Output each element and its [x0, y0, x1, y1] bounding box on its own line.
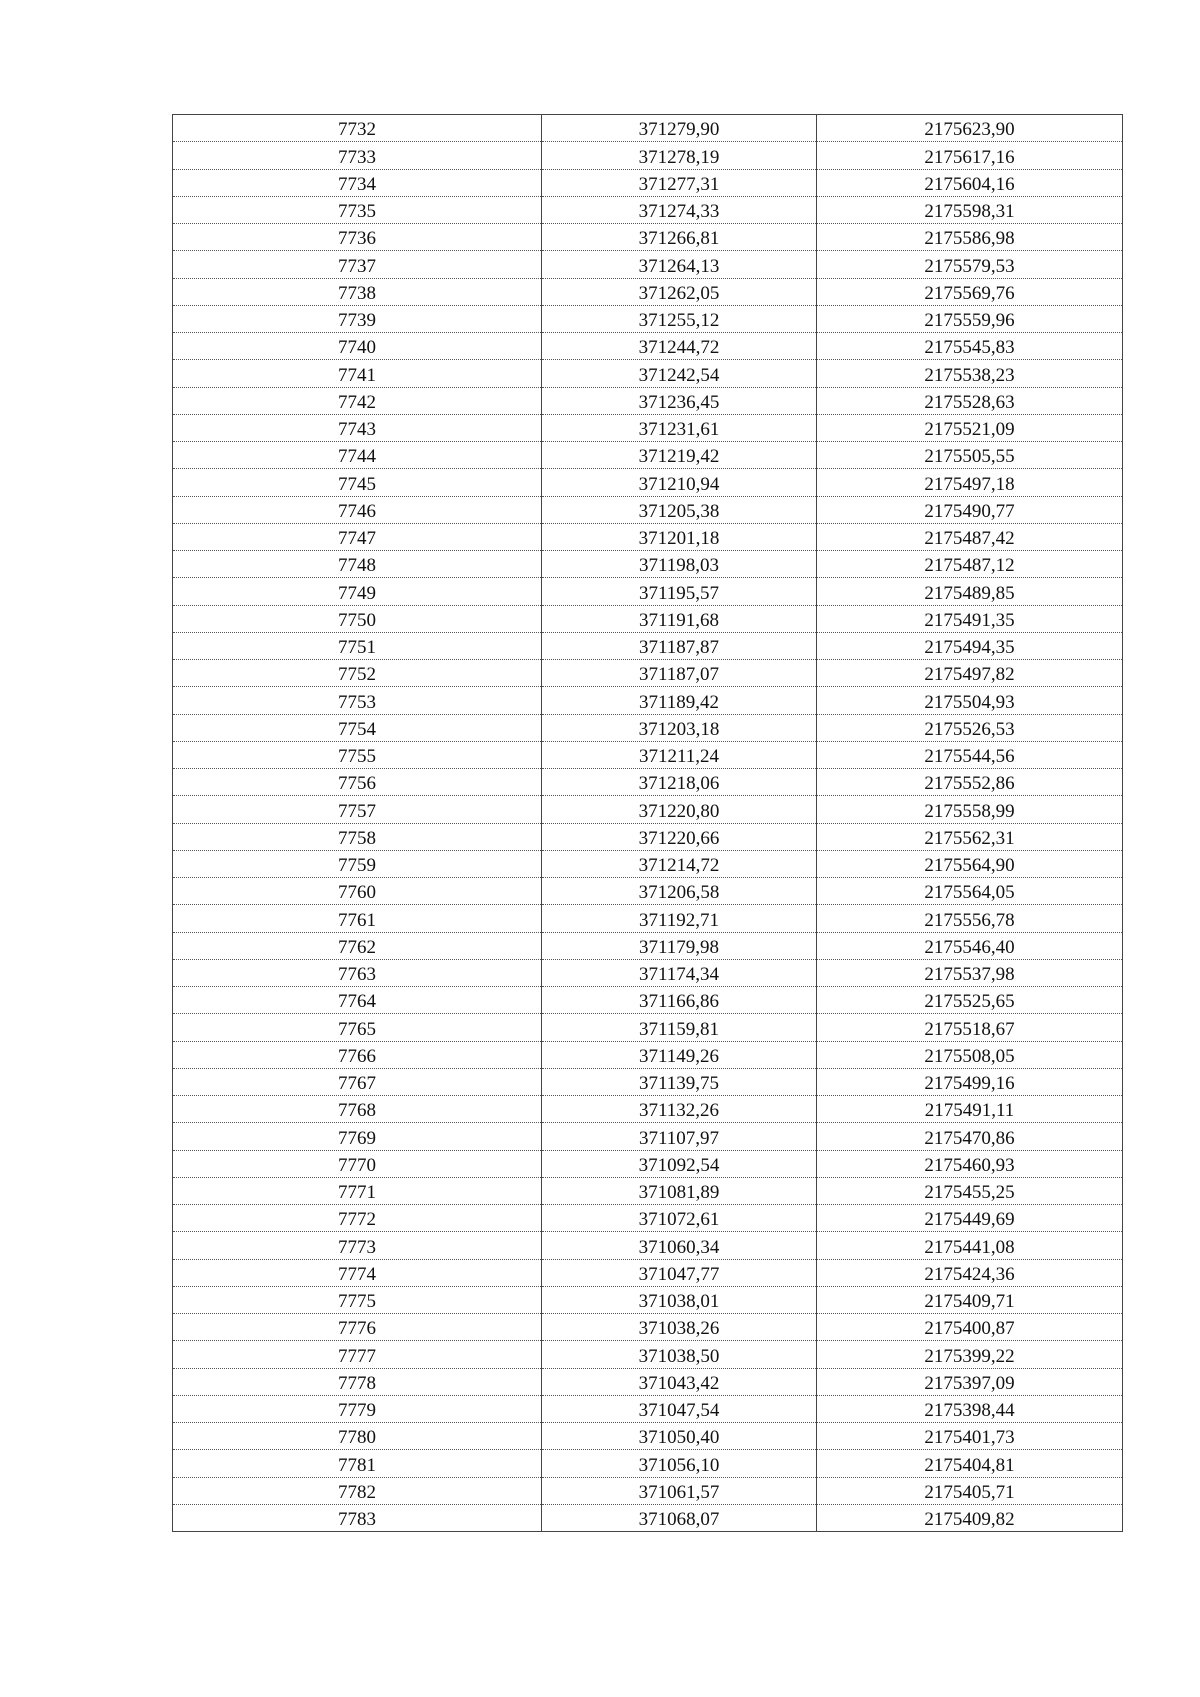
- x-coordinate-cell: 371236,45: [542, 387, 817, 414]
- table-row: [173, 1205, 1123, 1232]
- x-coordinate-cell: 371262,05: [542, 278, 817, 305]
- x-coordinate-cell: 371081,89: [542, 1177, 817, 1204]
- y-coordinate-cell: 2175491,11: [817, 1096, 1123, 1123]
- x-coordinate-cell: 371278,19: [542, 142, 817, 169]
- y-coordinate-cell: 2175409,71: [817, 1286, 1123, 1313]
- x-coordinate-cell: 371266,81: [542, 224, 817, 251]
- point-number-cell: 7761: [173, 905, 542, 932]
- y-coordinate-cell: 2175397,09: [817, 1368, 1123, 1395]
- y-coordinate-cell: 2175487,12: [817, 551, 1123, 578]
- x-coordinate-cell: 371218,06: [542, 769, 817, 796]
- x-coordinate-cell: 371132,26: [542, 1096, 817, 1123]
- y-coordinate-cell: 2175564,05: [817, 878, 1123, 905]
- point-number-cell: 7752: [173, 660, 542, 687]
- table-row: [173, 1041, 1123, 1068]
- table-row: [173, 1368, 1123, 1395]
- x-coordinate-cell: 371192,71: [542, 905, 817, 932]
- x-coordinate-cell: 371195,57: [542, 578, 817, 605]
- x-coordinate-cell: 371206,58: [542, 878, 817, 905]
- y-coordinate-cell: 2175494,35: [817, 632, 1123, 659]
- point-number-cell: 7770: [173, 1150, 542, 1177]
- point-number-cell: 7736: [173, 224, 542, 251]
- x-coordinate-cell: 371166,86: [542, 987, 817, 1014]
- x-coordinate-cell: 371047,54: [542, 1395, 817, 1422]
- y-coordinate-cell: 2175449,69: [817, 1205, 1123, 1232]
- x-coordinate-cell: 371174,34: [542, 959, 817, 986]
- x-coordinate-cell: 371159,81: [542, 1014, 817, 1041]
- point-number-cell: 7741: [173, 360, 542, 387]
- x-coordinate-cell: 371210,94: [542, 469, 817, 496]
- x-coordinate-cell: 371211,24: [542, 741, 817, 768]
- coordinates-table: [172, 114, 1123, 1532]
- table-row: [173, 224, 1123, 251]
- y-coordinate-cell: 2175604,16: [817, 169, 1123, 196]
- y-coordinate-cell: 2175545,83: [817, 333, 1123, 360]
- y-coordinate-cell: 2175559,96: [817, 305, 1123, 332]
- table-row: [173, 687, 1123, 714]
- y-coordinate-cell: 2175546,40: [817, 932, 1123, 959]
- y-coordinate-cell: 2175579,53: [817, 251, 1123, 278]
- y-coordinate-cell: 2175586,98: [817, 224, 1123, 251]
- x-coordinate-cell: 371061,57: [542, 1477, 817, 1504]
- y-coordinate-cell: 2175518,67: [817, 1014, 1123, 1041]
- table-row: [173, 1477, 1123, 1504]
- point-number-cell: 7783: [173, 1504, 542, 1531]
- y-coordinate-cell: 2175564,90: [817, 850, 1123, 877]
- y-coordinate-cell: 2175521,09: [817, 414, 1123, 441]
- x-coordinate-cell: 371072,61: [542, 1205, 817, 1232]
- table-row: [173, 142, 1123, 169]
- x-coordinate-cell: 371203,18: [542, 714, 817, 741]
- y-coordinate-cell: 2175526,53: [817, 714, 1123, 741]
- point-number-cell: 7774: [173, 1259, 542, 1286]
- point-number-cell: 7776: [173, 1314, 542, 1341]
- y-coordinate-cell: 2175441,08: [817, 1232, 1123, 1259]
- table-row: [173, 741, 1123, 768]
- table-row: [173, 1232, 1123, 1259]
- point-number-cell: 7777: [173, 1341, 542, 1368]
- point-number-cell: 7732: [173, 115, 542, 142]
- y-coordinate-cell: 2175487,42: [817, 523, 1123, 550]
- y-coordinate-cell: 2175405,71: [817, 1477, 1123, 1504]
- point-number-cell: 7735: [173, 196, 542, 223]
- x-coordinate-cell: 371219,42: [542, 442, 817, 469]
- x-coordinate-cell: 371189,42: [542, 687, 817, 714]
- point-number-cell: 7775: [173, 1286, 542, 1313]
- y-coordinate-cell: 2175398,44: [817, 1395, 1123, 1422]
- x-coordinate-cell: 371220,80: [542, 796, 817, 823]
- x-coordinate-cell: 371191,68: [542, 605, 817, 632]
- table-row: [173, 169, 1123, 196]
- table-row: [173, 823, 1123, 850]
- point-number-cell: 7771: [173, 1177, 542, 1204]
- y-coordinate-cell: 2175409,82: [817, 1504, 1123, 1531]
- x-coordinate-cell: 371255,12: [542, 305, 817, 332]
- table-row: [173, 387, 1123, 414]
- table-row: [173, 714, 1123, 741]
- y-coordinate-cell: 2175537,98: [817, 959, 1123, 986]
- point-number-cell: 7739: [173, 305, 542, 332]
- point-number-cell: 7773: [173, 1232, 542, 1259]
- x-coordinate-cell: 371187,07: [542, 660, 817, 687]
- x-coordinate-cell: 371038,50: [542, 1341, 817, 1368]
- y-coordinate-cell: 2175399,22: [817, 1341, 1123, 1368]
- table-row: [173, 1259, 1123, 1286]
- point-number-cell: 7764: [173, 987, 542, 1014]
- x-coordinate-cell: 371060,34: [542, 1232, 817, 1259]
- table-row: [173, 605, 1123, 632]
- table-row: [173, 959, 1123, 986]
- x-coordinate-cell: 371149,26: [542, 1041, 817, 1068]
- y-coordinate-cell: 2175424,36: [817, 1259, 1123, 1286]
- x-coordinate-cell: 371264,13: [542, 251, 817, 278]
- point-number-cell: 7733: [173, 142, 542, 169]
- table-row: [173, 251, 1123, 278]
- y-coordinate-cell: 2175558,99: [817, 796, 1123, 823]
- point-number-cell: 7782: [173, 1477, 542, 1504]
- x-coordinate-cell: 371231,61: [542, 414, 817, 441]
- x-coordinate-cell: 371244,72: [542, 333, 817, 360]
- point-number-cell: 7742: [173, 387, 542, 414]
- point-number-cell: 7756: [173, 769, 542, 796]
- point-number-cell: 7772: [173, 1205, 542, 1232]
- y-coordinate-cell: 2175569,76: [817, 278, 1123, 305]
- x-coordinate-cell: 371274,33: [542, 196, 817, 223]
- point-number-cell: 7746: [173, 496, 542, 523]
- y-coordinate-cell: 2175525,65: [817, 987, 1123, 1014]
- table-row: [173, 905, 1123, 932]
- table-row: [173, 769, 1123, 796]
- table-row: [173, 632, 1123, 659]
- point-number-cell: 7755: [173, 741, 542, 768]
- x-coordinate-cell: 371220,66: [542, 823, 817, 850]
- table-row: [173, 660, 1123, 687]
- y-coordinate-cell: 2175497,18: [817, 469, 1123, 496]
- table-row: [173, 1014, 1123, 1041]
- table-row: [173, 523, 1123, 550]
- table-row: [173, 1150, 1123, 1177]
- table-row: [173, 1286, 1123, 1313]
- y-coordinate-cell: 2175404,81: [817, 1450, 1123, 1477]
- point-number-cell: 7762: [173, 932, 542, 959]
- y-coordinate-cell: 2175508,05: [817, 1041, 1123, 1068]
- y-coordinate-cell: 2175562,31: [817, 823, 1123, 850]
- table-row: [173, 578, 1123, 605]
- y-coordinate-cell: 2175623,90: [817, 115, 1123, 142]
- point-number-cell: 7766: [173, 1041, 542, 1068]
- x-coordinate-cell: 371056,10: [542, 1450, 817, 1477]
- point-number-cell: 7753: [173, 687, 542, 714]
- y-coordinate-cell: 2175400,87: [817, 1314, 1123, 1341]
- table-row: [173, 196, 1123, 223]
- table-row: [173, 469, 1123, 496]
- table-row: [173, 278, 1123, 305]
- point-number-cell: 7779: [173, 1395, 542, 1422]
- table-row: [173, 987, 1123, 1014]
- y-coordinate-cell: 2175528,63: [817, 387, 1123, 414]
- table-row: [173, 1314, 1123, 1341]
- y-coordinate-cell: 2175544,56: [817, 741, 1123, 768]
- point-number-cell: 7759: [173, 850, 542, 877]
- table-row: [173, 442, 1123, 469]
- point-number-cell: 7768: [173, 1096, 542, 1123]
- table-row: [173, 360, 1123, 387]
- x-coordinate-cell: 371050,40: [542, 1423, 817, 1450]
- table-row: [173, 878, 1123, 905]
- point-number-cell: 7751: [173, 632, 542, 659]
- point-number-cell: 7747: [173, 523, 542, 550]
- table-row: [173, 496, 1123, 523]
- point-number-cell: 7781: [173, 1450, 542, 1477]
- coordinates-table-body: [173, 115, 1123, 1532]
- y-coordinate-cell: 2175538,23: [817, 360, 1123, 387]
- x-coordinate-cell: 371043,42: [542, 1368, 817, 1395]
- table-row: [173, 850, 1123, 877]
- y-coordinate-cell: 2175491,35: [817, 605, 1123, 632]
- x-coordinate-cell: 371139,75: [542, 1068, 817, 1095]
- point-number-cell: 7734: [173, 169, 542, 196]
- y-coordinate-cell: 2175552,86: [817, 769, 1123, 796]
- table-row: [173, 1450, 1123, 1477]
- x-coordinate-cell: 371107,97: [542, 1123, 817, 1150]
- table-row: [173, 1177, 1123, 1204]
- point-number-cell: 7744: [173, 442, 542, 469]
- y-coordinate-cell: 2175499,16: [817, 1068, 1123, 1095]
- x-coordinate-cell: 371242,54: [542, 360, 817, 387]
- y-coordinate-cell: 2175455,25: [817, 1177, 1123, 1204]
- table-row: [173, 1096, 1123, 1123]
- y-coordinate-cell: 2175497,82: [817, 660, 1123, 687]
- x-coordinate-cell: 371198,03: [542, 551, 817, 578]
- table-row: [173, 1341, 1123, 1368]
- point-number-cell: 7738: [173, 278, 542, 305]
- x-coordinate-cell: 371214,72: [542, 850, 817, 877]
- table-row: [173, 796, 1123, 823]
- point-number-cell: 7780: [173, 1423, 542, 1450]
- y-coordinate-cell: 2175598,31: [817, 196, 1123, 223]
- x-coordinate-cell: 371277,31: [542, 169, 817, 196]
- y-coordinate-cell: 2175490,77: [817, 496, 1123, 523]
- point-number-cell: 7745: [173, 469, 542, 496]
- table-row: [173, 115, 1123, 142]
- point-number-cell: 7760: [173, 878, 542, 905]
- y-coordinate-cell: 2175556,78: [817, 905, 1123, 932]
- table-row: [173, 932, 1123, 959]
- y-coordinate-cell: 2175505,55: [817, 442, 1123, 469]
- x-coordinate-cell: 371187,87: [542, 632, 817, 659]
- y-coordinate-cell: 2175470,86: [817, 1123, 1123, 1150]
- table-row: [173, 333, 1123, 360]
- x-coordinate-cell: 371092,54: [542, 1150, 817, 1177]
- point-number-cell: 7748: [173, 551, 542, 578]
- x-coordinate-cell: 371205,38: [542, 496, 817, 523]
- point-number-cell: 7757: [173, 796, 542, 823]
- point-number-cell: 7750: [173, 605, 542, 632]
- table-row: [173, 1068, 1123, 1095]
- point-number-cell: 7767: [173, 1068, 542, 1095]
- table-row: [173, 1504, 1123, 1531]
- point-number-cell: 7754: [173, 714, 542, 741]
- point-number-cell: 7765: [173, 1014, 542, 1041]
- point-number-cell: 7769: [173, 1123, 542, 1150]
- y-coordinate-cell: 2175460,93: [817, 1150, 1123, 1177]
- point-number-cell: 7763: [173, 959, 542, 986]
- x-coordinate-cell: 371201,18: [542, 523, 817, 550]
- x-coordinate-cell: 371279,90: [542, 115, 817, 142]
- table-row: [173, 1395, 1123, 1422]
- point-number-cell: 7743: [173, 414, 542, 441]
- y-coordinate-cell: 2175401,73: [817, 1423, 1123, 1450]
- table-row: [173, 414, 1123, 441]
- x-coordinate-cell: 371047,77: [542, 1259, 817, 1286]
- y-coordinate-cell: 2175489,85: [817, 578, 1123, 605]
- x-coordinate-cell: 371068,07: [542, 1504, 817, 1531]
- x-coordinate-cell: 371038,01: [542, 1286, 817, 1313]
- table-row: [173, 551, 1123, 578]
- table-row: [173, 305, 1123, 332]
- x-coordinate-cell: 371038,26: [542, 1314, 817, 1341]
- point-number-cell: 7778: [173, 1368, 542, 1395]
- point-number-cell: 7737: [173, 251, 542, 278]
- table-row: [173, 1123, 1123, 1150]
- point-number-cell: 7749: [173, 578, 542, 605]
- x-coordinate-cell: 371179,98: [542, 932, 817, 959]
- table-row: [173, 1423, 1123, 1450]
- point-number-cell: 7740: [173, 333, 542, 360]
- y-coordinate-cell: 2175617,16: [817, 142, 1123, 169]
- point-number-cell: 7758: [173, 823, 542, 850]
- y-coordinate-cell: 2175504,93: [817, 687, 1123, 714]
